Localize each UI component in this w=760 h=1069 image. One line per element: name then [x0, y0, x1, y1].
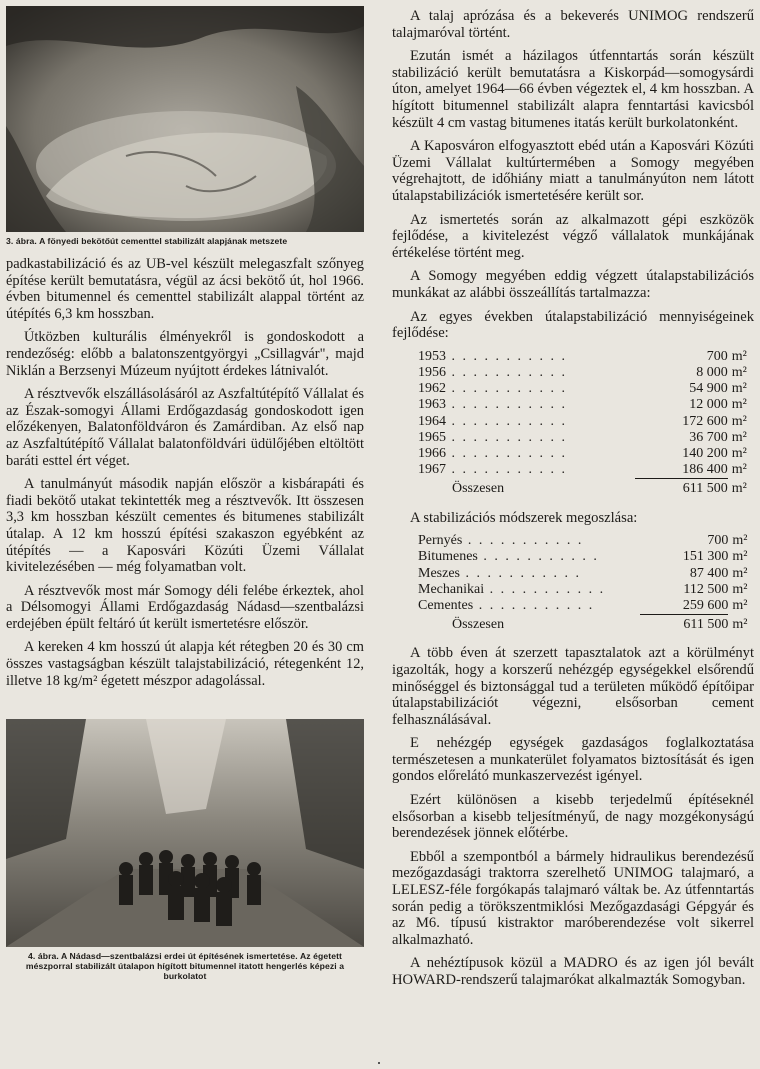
leader-dots: . . . . . . . . . . . [473, 598, 595, 614]
paragraph: Ezután ismét a házilagos útfenntartás során készült stabilizáció került bemutatásra a Kiskorpád—somogysárdi úton, amelyet 1964—66 évben végeztek el, 4 km hosszban. A hígított bitumennel stabilizált alapra fenntartási kavicsból készült 4 cm vastag bitumenes itatás került burkolatonként. [392, 48, 754, 131]
leader-dots: . . . . . . . . . . . [446, 413, 567, 429]
row-unit: m² [732, 598, 748, 614]
paragraph: A stabilizációs módszerek megoszlása: [410, 509, 638, 526]
figure-3-caption: 3. ábra. A fönyedi bekötőút cementtel stabilizált alapjának metszete [6, 236, 288, 246]
row-value: 87 400 [689, 565, 729, 581]
table-row [418, 598, 754, 615]
table-row [418, 349, 754, 365]
paragraph: A résztvevők most már Somogy déli felébe érkeztek, ahol a Délsomogyi Állami Erdőgazdaság Nádasd—szentbalázsi erdejében épült feltáró út került ismertetésre először. [6, 582, 364, 632]
table-row [418, 430, 754, 446]
leader-dots: . . . . . . . . . . . [446, 445, 567, 461]
row-label [418, 381, 635, 397]
figure-4-photo [6, 719, 364, 947]
paragraph: A résztvevők elszállásolásáról az Aszfaltútépítő Vállalat és az Észak-somogyi Állami Erdőgazdaság gondoskodott igen előzékenyen, Balatonföldváron és Zamárdiban. Az első nap az Aszfaltútépítő Vállalat balatonföldvári üdülőjében eltöltött baráti esttel ért véget. [6, 386, 364, 469]
total-label: Összesen [452, 616, 505, 632]
paragraph: Ebből a szempontból a bármely hidraulikus berendezésű mezőgazdasági traktorra szerelhető UNIMOG talajmaró, a LELESZ-féle forgókapás talajmaró váltak be. Az útfenntartás során pedig a törökszentmiklósi Mezőgazdasági Gépgyár és az M6. típusú kistraktor maróberendezése volt sikerrel alkalmazható. [392, 848, 754, 948]
row-label [418, 349, 635, 365]
row-unit: m² [731, 381, 747, 397]
row-label [418, 598, 640, 615]
row-value: 186 400 [682, 462, 728, 478]
method-distribution-table [392, 533, 754, 633]
row-value: 700 [706, 348, 728, 364]
paragraph: Útközben kulturális élményekről is gondoskodott a rendezőség: előbb a balatonszentgyörgyi „Csillagvár", majd Niklán a Berzsenyi Múzeum nyújtott érdekes látnivalót. [6, 329, 364, 379]
paragraph: A Kaposváron elfogyasztott ebéd után a Kaposvári Közúti Üzemi Vállalat kultúrtermében a Somogy megyében végrehajtott, de időhiány miatt a tanulmányúton nem látott útalapstabilizációk ismertetésére került sor. [392, 138, 754, 204]
total-unit: m² [732, 616, 748, 632]
paragraph: A kereken 4 km hosszú út alapja két rétegben 20 és 30 cm összes vastagságban készült talajstabilizáció, rétegenként 12, illetve 18 kg/m² égetett mészpor adagolással. [6, 639, 364, 689]
row-label [418, 533, 640, 549]
row-label [418, 582, 640, 598]
paragraph: A tanulmányút második napján először a kisbárapáti és fiadi bekötő utakat tekintették meg a résztvevők. Itt összesen 3,3 km hosszban készült cementes és bitumenes stabilizált útalap. A 12 km hosszú építési szakaszon egyébként az útépítés — a Kaposvári Közúti Üzemi Vállalat kivitelezésében — még folyamatban volt. [6, 476, 364, 576]
yearly-stabilization-table [392, 349, 754, 498]
row-label-text: 1953 [418, 348, 446, 364]
row-label [418, 365, 635, 381]
paragraph: Az ismertetés során az alkalmazott gépi eszközök fejlődése, a kivitelezést végző vállalatok munkájának értékelése történt meg. [392, 211, 754, 261]
leader-dots: . . . . . . . . . . . [446, 364, 567, 380]
row-label [418, 549, 640, 565]
row-value: 36 700 [689, 429, 728, 445]
row-label-text: 1964 [418, 413, 446, 429]
leader-dots: . . . . . . . . . . . [446, 397, 567, 413]
row-label-text: 1965 [418, 429, 446, 445]
leader-dots: . . . . . . . . . . . [446, 462, 567, 478]
table-row [418, 365, 754, 381]
row-unit: m² [732, 549, 748, 565]
row-label [418, 397, 635, 413]
row-label [418, 446, 635, 462]
row-unit: m² [731, 445, 747, 461]
paragraph: A Somogy megyében eddig végzett útalapstabilizációs munkákat az alábbi összeállítás tartalmazza: [392, 268, 754, 301]
table-row [418, 549, 754, 565]
road-cross-section-image [6, 6, 364, 232]
forest-road-crowd-image [6, 719, 364, 947]
table-total-row [418, 479, 754, 498]
row-unit: m² [731, 429, 747, 445]
row-unit: m² [731, 462, 747, 478]
row-value: 172 600 [682, 413, 728, 429]
row-value: 112 500 [683, 581, 729, 597]
row-unit: m² [731, 364, 747, 380]
right-column [392, 8, 754, 996]
table-row [418, 381, 754, 397]
figure-4-caption: 4. ábra. A Nádasd—szentbalázsi erdei út építésének ismertetése. Az égetett mészporral stabilizált útalapon hígított bitumennel itatott hengerlés képezi a burkolatot [25, 951, 345, 982]
table-row [418, 566, 754, 582]
row-value: 259 600 [682, 597, 729, 613]
table-row [418, 533, 754, 549]
row-value: 54 900 [689, 381, 728, 397]
row-label-text: Bitumenes [418, 549, 478, 565]
table-row [418, 446, 754, 462]
row-label-text: Meszes [418, 565, 460, 581]
leader-dots: . . . . . . . . . . . [460, 565, 581, 581]
row-unit: m² [731, 397, 747, 413]
table-row [418, 397, 754, 413]
leader-dots: . . . . . . . . . . . [446, 348, 567, 364]
paragraph: A nehéztípusok közül a MADRO és az igen jól bevált HOWARD-rendszerű talajmarókat alkalmazták Somogyban. [392, 955, 754, 989]
page-mark [378, 1062, 380, 1064]
figure-3-photo [6, 6, 364, 232]
row-unit: m² [732, 533, 748, 549]
row-value: 151 300 [682, 549, 729, 565]
paragraph: E nehézgép egységek gazdaságos foglalkoztatása természetesen a munkaterület folyamatos biztosítását és igen gondos előrelátó munkaszervezést igényel. [392, 735, 754, 785]
row-value: 8 000 [696, 364, 728, 380]
table-row [418, 414, 754, 430]
left-column [6, 0, 364, 991]
row-label-text: Pernyés [418, 533, 463, 549]
row-label [418, 414, 635, 430]
row-label-text: 1967 [418, 462, 446, 478]
row-label [418, 462, 635, 479]
row-label-text: Mechanikai [418, 581, 485, 597]
row-value: 12 000 [689, 397, 728, 413]
row-label-text: 1963 [418, 397, 446, 413]
table-total-row [418, 615, 754, 634]
leader-dots: . . . . . . . . . . . [477, 549, 599, 565]
leader-dots: . . . . . . . . . . . [462, 533, 584, 549]
total-unit: m² [731, 481, 747, 497]
leader-dots: . . . . . . . . . . . [446, 381, 567, 397]
row-value: 700 [707, 533, 729, 549]
total-value: 611 500 [640, 615, 729, 634]
total-value: 611 500 [635, 479, 727, 498]
table-row [418, 582, 754, 598]
row-label-text: 1966 [418, 445, 446, 461]
paragraph: A több éven át szerzett tapasztalatok azt a körülményt igazolták, hogy a korszerű nehézgép egységekkel elsőrendű minőséggel és biztonsággal tud a területen működő építőipar útalapstabilizációt végezni, elsősorban cement felhasználásával. [392, 645, 754, 728]
paragraph: padkastabilizáció és az UB-vel készült melegaszfalt szőnyeg építése került bemutatásra, végül az ácsi bekötő út, hol 1966. évben bitumennel és cementtel stabilizált alappal történt az útépítés 6,3 km hosszban. [6, 256, 364, 322]
row-label [418, 566, 640, 582]
paragraph: A talaj aprózása és a bekeverés UNIMOG rendszerű talajmaróval történt. [392, 8, 754, 41]
row-unit: m² [731, 413, 747, 429]
total-label: Összesen [452, 481, 505, 497]
paragraph: Az egyes években útalapstabilizáció mennyiségeinek fejlődése: [392, 308, 754, 342]
table-row [418, 462, 754, 479]
leader-dots: . . . . . . . . . . . [446, 429, 567, 445]
leader-dots: . . . . . . . . . . . [484, 581, 606, 597]
row-label [418, 430, 635, 446]
paragraph: Ezért különösen a kisebb terjedelmű építéseknél elsősorban a kisebb teljesítményű, de nagy mozgékonyságú berendezések jönnek előtérbe. [392, 792, 754, 842]
row-label-text: 1956 [418, 364, 446, 380]
row-label-text: 1962 [418, 381, 446, 397]
row-value: 140 200 [682, 445, 728, 461]
row-unit: m² [731, 348, 747, 364]
row-unit: m² [732, 581, 748, 597]
row-unit: m² [732, 565, 748, 581]
row-label-text: Cementes [418, 598, 474, 614]
